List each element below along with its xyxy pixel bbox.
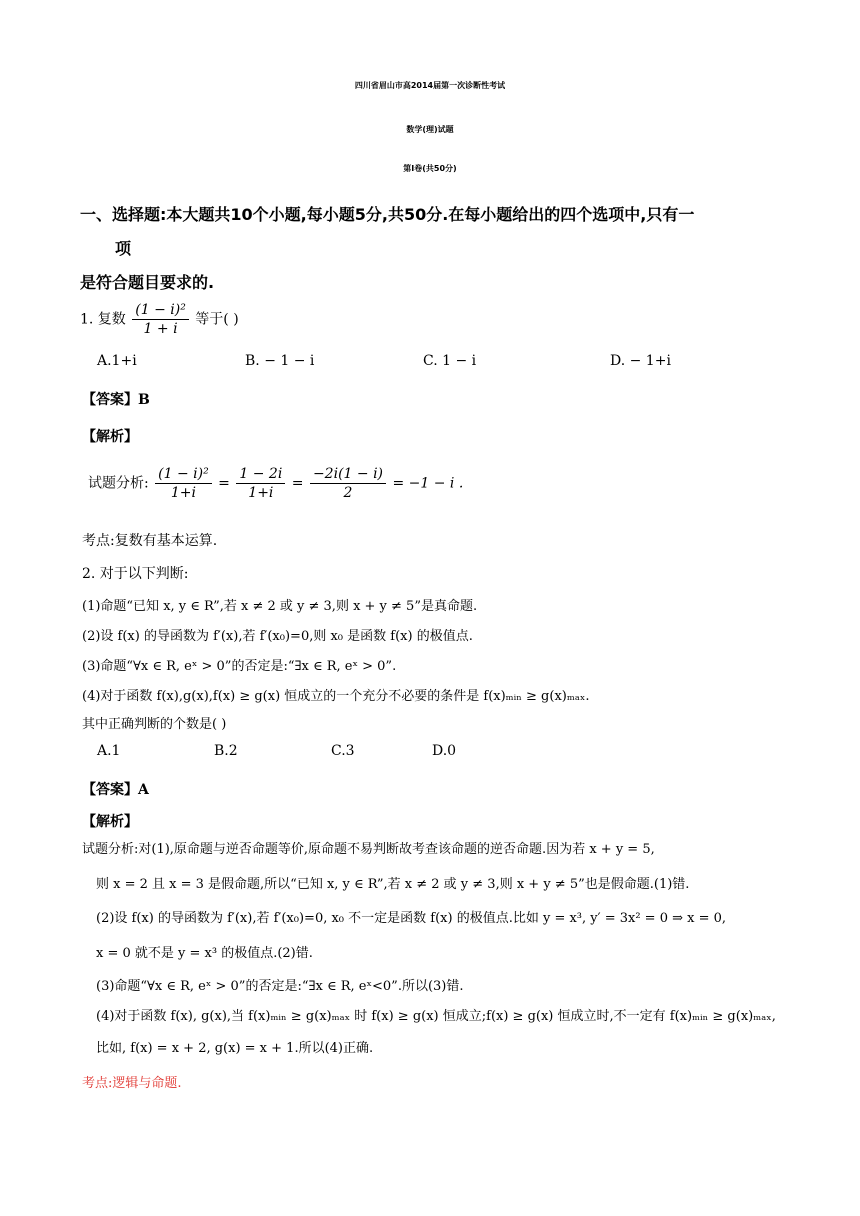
question-1-stem xyxy=(80,301,239,338)
analysis-fraction-2-den: 1+i xyxy=(248,485,274,501)
question-1-frac-num: (1 − i)² xyxy=(132,301,189,320)
exam-title: 四川省眉山市高2014届第一次诊断性考试 xyxy=(354,81,506,90)
question-2-option-a: A.1 xyxy=(97,743,121,759)
question-1-analysis: 试题分析: $\frac{\text{(1 − i)²}}{1+i}$ = $\frac{1 - 2i}{1+i}$ = $\frac{-2i(1 - i)}{2}$ = −1 − i . xyxy=(88,466,464,501)
analysis-fraction-3-num: −2i(1 − i) xyxy=(310,465,386,484)
volume-heading: 第Ⅰ卷(共50分) xyxy=(403,164,457,173)
question-2-stem: 2. 对于以下判断: xyxy=(82,566,189,582)
question-1-frac-den: 1 + i xyxy=(143,321,178,337)
question-1-prefix: 1. 复数 xyxy=(80,311,126,328)
question-2-question: 其中正确判断的个数是( ) xyxy=(82,717,227,732)
analysis-fraction-2-num: 1 − 2i xyxy=(236,465,285,484)
question-2-option-c: C.3 xyxy=(331,743,355,759)
question-1-analysis-label: 【解析】 xyxy=(82,429,138,445)
analysis-fraction-3 xyxy=(310,465,386,502)
section-instructions-line3: 是符合题目要求的. xyxy=(80,273,215,292)
question-2-item-3: (3)命题“∀x ∈ R, eˣ > 0”的否定是:“∃x ∈ R, eˣ > 0”. xyxy=(82,659,397,674)
question-2-option-d: D.0 xyxy=(432,743,457,759)
question-2-item-2: (2)设 f(x) 的导函数为 f′(x),若 f′(x₀)=0,则 x₀ 是函数 f(x) 的极值点. xyxy=(82,629,473,644)
analysis-result: = −1 − i . xyxy=(392,475,464,492)
question-2-point: 考点:逻辑与命题. xyxy=(82,1076,182,1091)
question-2-analysis-line-4: x = 0 就不是 y = x³ 的极值点.(2)错. xyxy=(96,946,313,961)
question-2-analysis-label: 【解析】 xyxy=(82,814,138,830)
question-1-answer: 【答案】B xyxy=(82,392,150,408)
question-2-analysis-line-1: 试题分析:对(1),原命题与逆否命题等价,原命题不易判断故考查该命题的逆否命题.因为若 x + y = 5, xyxy=(82,842,655,857)
question-2-analysis-line-2: 则 x = 2 且 x = 3 是假命题,所以“已知 x, y ∈ R”,若 x ≠ 2 或 y ≠ 3,则 x + y ≠ 5”也是假命题.(1)错. xyxy=(96,877,690,892)
question-2-analysis-line-3: (2)设 f(x) 的导函数为 f′(x),若 f′(x₀)=0, x₀ 不一定是函数 f(x) 的极值点.比如 y = x³, y′ = 3x² = 0 ⇒ x = 0, xyxy=(96,911,727,926)
section-instructions-line2: 项 xyxy=(115,239,132,258)
analysis-fraction-3-den: 2 xyxy=(343,485,353,501)
question-1-suffix: 等于( ) xyxy=(195,311,239,328)
question-1-fraction xyxy=(132,301,189,338)
question-1-option-c: C. 1 − i xyxy=(423,353,477,369)
section-instructions-line1: 一、选择题:本大题共10个小题,每小题5分,共50分.在每小题给出的四个选项中,只有一 xyxy=(80,205,695,224)
question-2-item-1: (1)命题“已知 x, y ∈ R”,若 x ≠ 2 或 y ≠ 3,则 x + y ≠ 5”是真命题. xyxy=(82,599,478,614)
question-2-item-4: (4)对于函数 f(x),g(x),f(x) ≥ g(x) 恒成立的一个充分不必要的条件是 f(x)ₘᵢₙ ≥ g(x)ₘₐₓ. xyxy=(82,689,590,704)
question-2-option-b: B.2 xyxy=(214,743,238,759)
question-1-point: 考点:复数有基本运算. xyxy=(82,533,218,549)
question-2-analysis-line-7: 比如, f(x) = x + 2, g(x) = x + 1.所以(4)正确. xyxy=(96,1041,374,1056)
analysis-fraction-1-num: (1 − i)² xyxy=(155,465,212,484)
question-1-option-a: A.1+i xyxy=(97,353,137,369)
question-2-answer: 【答案】A xyxy=(82,782,149,798)
question-1-option-d: D. − 1+i xyxy=(610,353,671,369)
question-2-analysis-line-6: (4)对于函数 f(x), g(x),当 f(x)ₘᵢₙ ≥ g(x)ₘₐₓ 时 f(x) ≥ g(x) 恒成立;f(x) ≥ g(x) 恒成立时,不一定有 f(x)ₘᵢₙ ≥ g(x)ₘₐₓ, xyxy=(96,1009,776,1024)
analysis-fraction-2 xyxy=(236,465,285,502)
question-1-analysis-prefix: 试题分析: xyxy=(88,475,149,492)
question-1-option-b: B. − 1 − i xyxy=(245,353,315,369)
exam-subtitle: 数学(理)试题 xyxy=(406,125,454,134)
question-2-analysis-line-5: (3)命题“∀x ∈ R, eˣ > 0”的否定是:“∃x ∈ R, eˣ<0”.所以(3)错. xyxy=(96,979,464,994)
analysis-fraction-1 xyxy=(155,465,212,502)
analysis-fraction-1-den: 1+i xyxy=(170,485,197,501)
